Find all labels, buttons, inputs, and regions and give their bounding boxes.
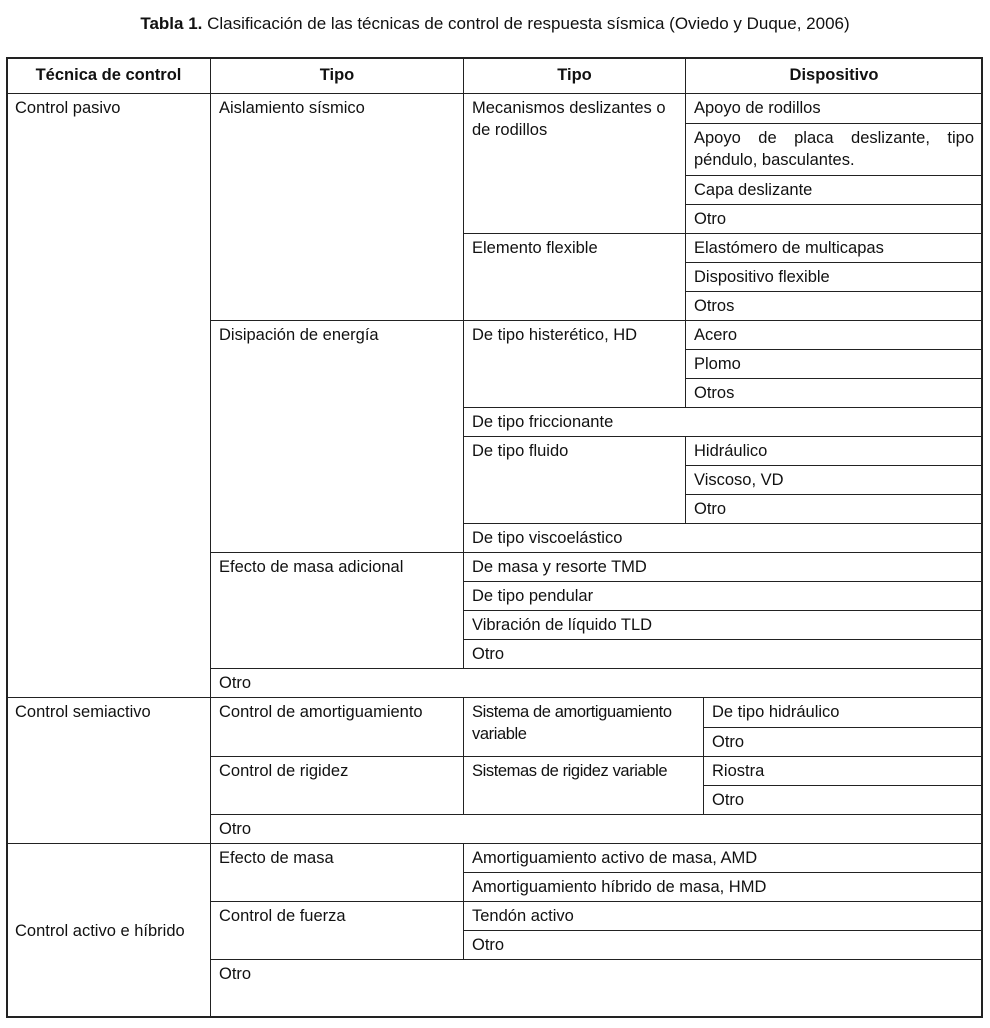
cell-device: De tipo hidráulico xyxy=(703,697,983,728)
cell-device: Capa deslizante xyxy=(685,175,983,205)
cell-aislamiento: Aislamiento sísmico xyxy=(210,93,464,321)
cell-device: Plomo xyxy=(685,349,983,379)
cell-viscoelastico: De tipo viscoelástico xyxy=(463,523,983,553)
cell-sistema-amortiguamiento: Sistema de amortiguamiento variable xyxy=(463,697,704,757)
cell-device: Hidráulico xyxy=(685,436,983,466)
cell-device: De tipo pendular xyxy=(463,581,983,611)
cell-friccionante: De tipo friccionante xyxy=(463,407,983,437)
cell-control-pasivo: Control pasivo xyxy=(6,93,211,698)
cell-device: Amortiguamiento híbrido de masa, HMD xyxy=(463,872,983,902)
cell-amortiguamiento: Control de amortiguamiento xyxy=(210,697,464,757)
cell-device: Viscoso, VD xyxy=(685,465,983,495)
cell-device: Otro xyxy=(463,639,983,669)
cell-device: Amortiguamiento activo de masa, AMD xyxy=(463,843,983,873)
cell-sistema-rigidez: Sistemas de rigidez variable xyxy=(463,756,704,815)
header-tecnica: Técnica de control xyxy=(6,57,211,94)
cell-control-activo xyxy=(6,843,211,1018)
cell-device: Dispositivo flexible xyxy=(685,262,983,292)
cell-device: Otros xyxy=(685,291,983,321)
cell-device: De masa y resorte TMD xyxy=(463,552,983,582)
cell-device: Otro xyxy=(685,494,983,524)
cell-fluido: De tipo fluido xyxy=(463,436,686,524)
caption-text: Clasificación de las técnicas de control de respuesta sísmica (Oviedo y Duque, 2006) xyxy=(202,14,850,33)
header-tipo-2: Tipo xyxy=(463,57,686,94)
cell-mecanismos: Mecanismos deslizantes o de rodillos xyxy=(463,93,686,234)
cell-device: Riostra xyxy=(703,756,983,786)
cell-device: Otros xyxy=(685,378,983,408)
cell-rigidez: Control de rigidez xyxy=(210,756,464,815)
header-dispositivo: Dispositivo xyxy=(685,57,983,94)
cell-device: Elastómero de multicapas xyxy=(685,233,983,263)
cell-device: Apoyo de placa deslizante, tipo péndulo, basculantes. xyxy=(685,123,983,176)
cell-efecto-masa: Efecto de masa xyxy=(210,843,464,902)
cell-device: Otro xyxy=(685,204,983,234)
cell-semiactivo-otro: Otro xyxy=(210,814,983,844)
cell-device: Acero xyxy=(685,320,983,350)
cell-pasivo-otro: Otro xyxy=(210,668,983,698)
cell-disipacion: Disipación de energía xyxy=(210,320,464,553)
cell-device: Otro xyxy=(463,930,983,960)
cell-device: Tendón activo xyxy=(463,901,983,931)
cell-control-fuerza: Control de fuerza xyxy=(210,901,464,960)
cell-device: Otro xyxy=(703,785,983,815)
cell-device: Vibración de líquido TLD xyxy=(463,610,983,640)
cell-activo-otro: Otro xyxy=(210,959,983,1018)
cell-device: Apoyo de rodillos xyxy=(685,93,983,124)
cell-device: Otro xyxy=(703,727,983,757)
cell-control-activo-label: Control activo e híbrido xyxy=(15,921,185,940)
cell-masa-adicional: Efecto de masa adicional xyxy=(210,552,464,669)
cell-elemento-flexible: Elemento flexible xyxy=(463,233,686,321)
header-tipo-1: Tipo xyxy=(210,57,464,94)
cell-control-semiactivo: Control semiactivo xyxy=(6,697,211,844)
caption-label: Tabla 1. xyxy=(140,14,203,33)
cell-histeretico: De tipo histerético, HD xyxy=(463,320,686,408)
